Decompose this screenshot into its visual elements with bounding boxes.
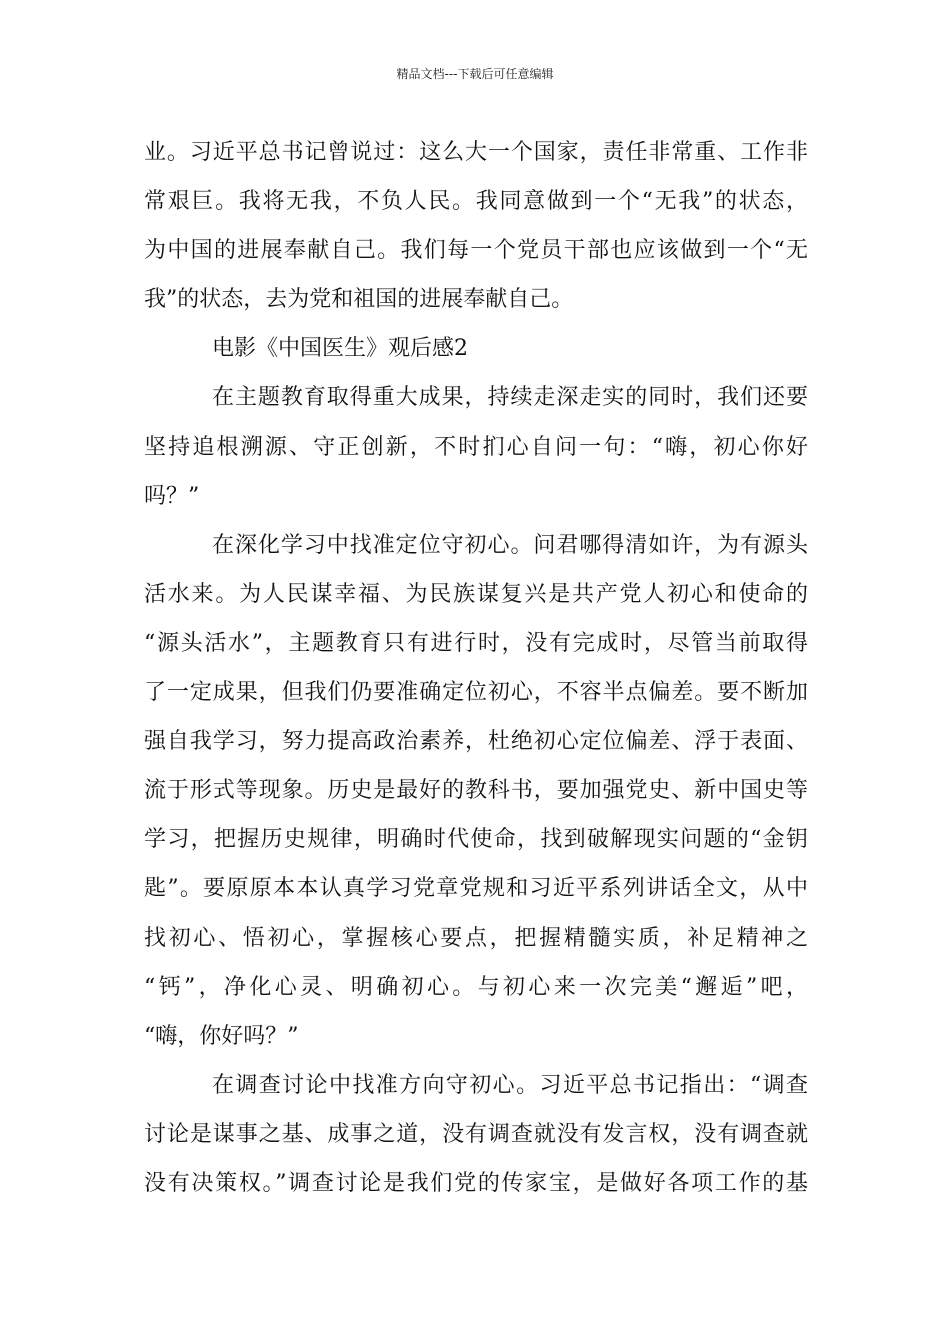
text-line: “嗨，你好吗？” xyxy=(144,1023,299,1049)
text-line: 坚持追根溯源、守正创新，不时扪心自问一句：“嗨，初心你好 xyxy=(144,434,808,460)
text-line: 活水来。为人民谋幸福、为民族谋复兴是共产党人初心和使命的 xyxy=(144,581,808,607)
text-line: 在调查讨论中找准方向守初心。习近平总书记指出：“调查 xyxy=(212,1072,808,1098)
text-line: 没有决策权。”调查讨论是我们党的传家宝，是做好各项工作的基 xyxy=(144,1170,808,1196)
text-line: 流于形式等现象。历史是最好的教科书，要加强党史、新中国史等 xyxy=(144,778,808,804)
text-line: 为中国的进展奉献自己。我们每一个党员干部也应该做到一个“无 xyxy=(144,238,808,264)
text-line: 找初心、悟初心，掌握核心要点，把握精髓实质，补足精神之 xyxy=(144,925,808,951)
page-header: 精品文档---下载后可任意编辑 xyxy=(396,67,554,81)
text-line: 在深化学习中找准定位守初心。问君哪得清如许，为有源头 xyxy=(212,532,808,558)
text-line: 在主题教育取得重大成果，持续走深走实的同时，我们还要 xyxy=(212,385,808,411)
text-line: 学习，把握历史规律，明确时代使命，找到破解现实问题的“金钥 xyxy=(144,827,808,853)
text-line: 业。习近平总书记曾说过：这么大一个国家，责任非常重、工作非 xyxy=(144,140,808,165)
text-line: 讨论是谋事之基、成事之道，没有调查就没有发言权，没有调查就 xyxy=(144,1121,808,1147)
text-line: “钙”，净化心灵、明确初心。与初心来一次完美“邂逅”吧， xyxy=(144,974,808,1000)
section-heading: 电影《中国医生》观后感2 xyxy=(212,336,468,362)
text-line: 吗？” xyxy=(144,483,200,509)
text-line: 了一定成果，但我们仍要准确定位初心，不容半点偏差。要不断加 xyxy=(144,680,808,706)
text-line: 匙”。要原原本本认真学习党章党规和习近平系列讲话全文，从中 xyxy=(144,876,808,902)
document-body xyxy=(144,128,808,1208)
text-line: 常艰巨。我将无我，不负人民。我同意做到一个“无我”的状态， xyxy=(144,189,808,215)
text-line: “源头活水”，主题教育只有进行时，没有完成时，尽管当前取得 xyxy=(144,630,808,656)
text-line: 我”的状态，去为党和祖国的进展奉献自己。 xyxy=(144,287,574,313)
text-line: 强自我学习，努力提高政治素养，杜绝初心定位偏差、浮于表面、 xyxy=(144,729,808,755)
